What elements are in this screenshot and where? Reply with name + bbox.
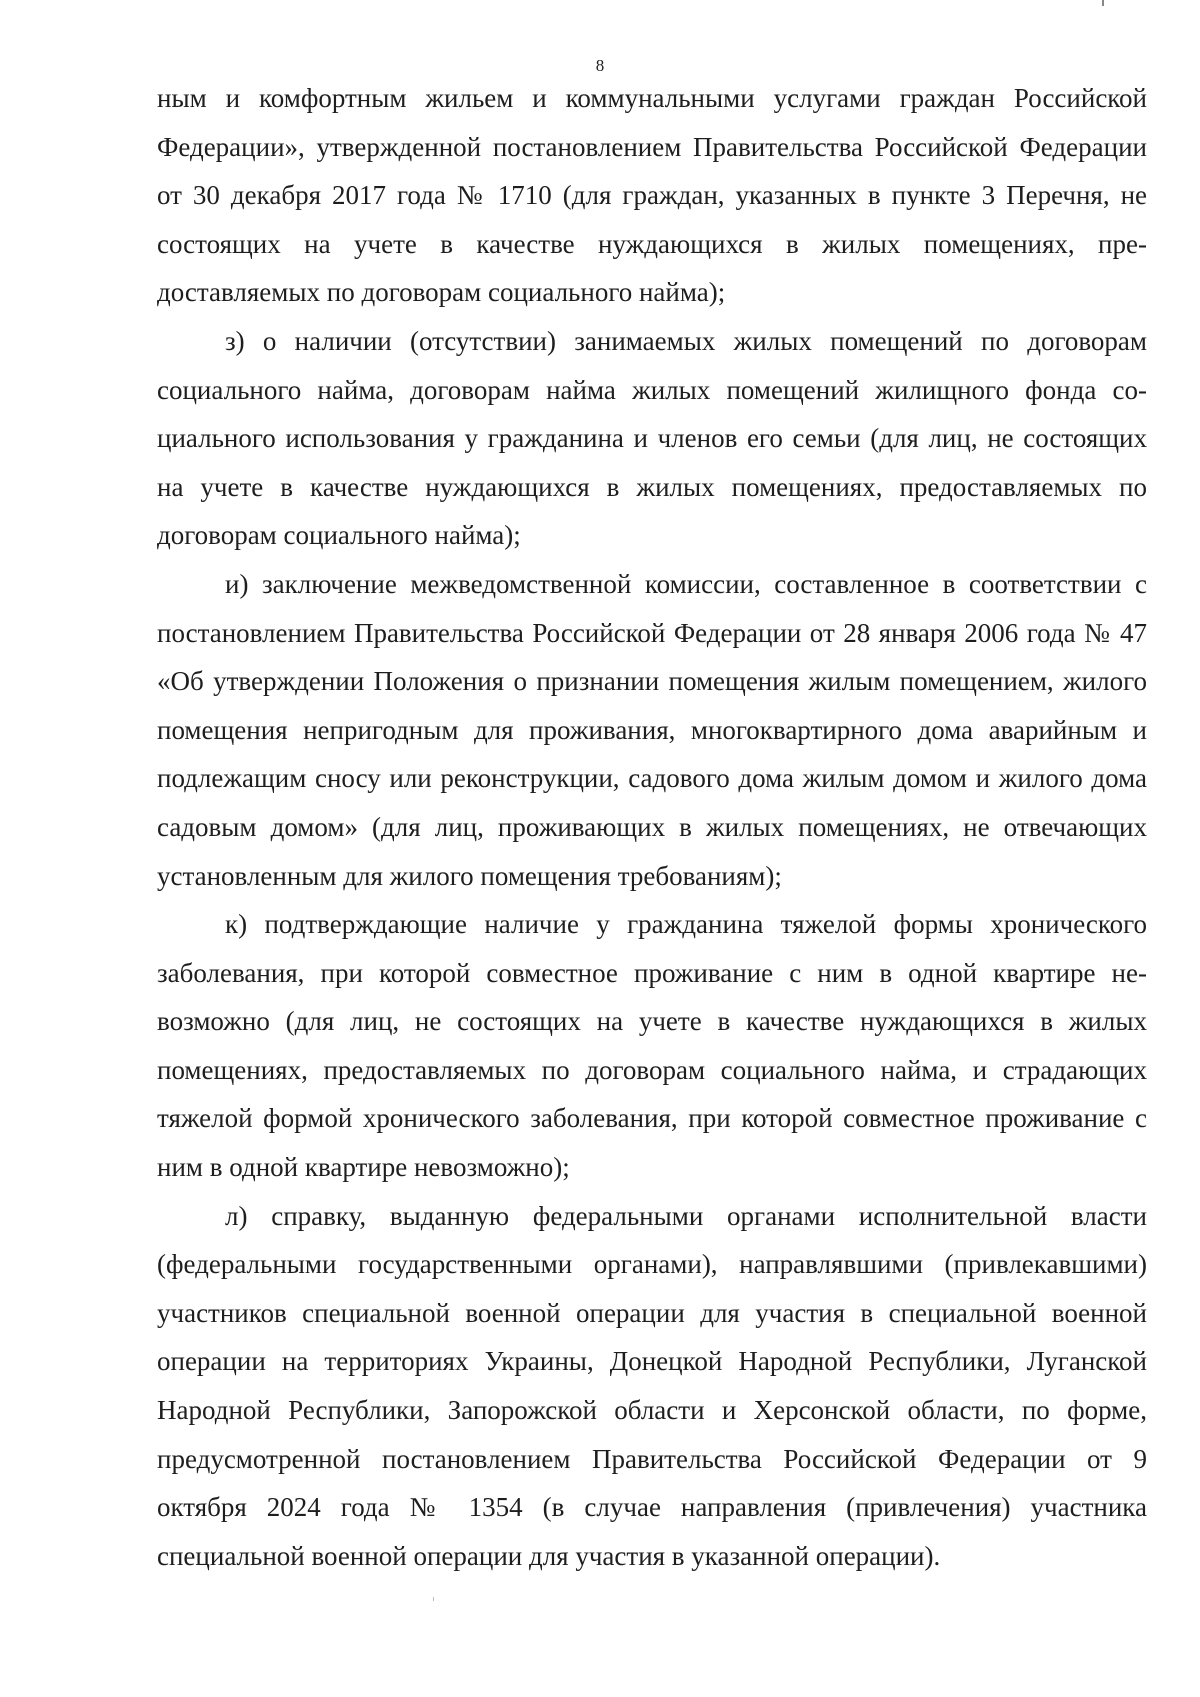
document-body xyxy=(157,74,1147,1580)
paragraph-item-i: и) заключение межведомственной комиссии, составленное в соответствии с постановлением Правительства Российской Федерации от 28 января 2006 года № 47 «Об утверждении Положения о признании помещения жилым помещением, жилого помещения непригодным для проживания, многоквартирного дома аварийным и подлежащим сносу или реконструкции, садового дома жилым домом и жилого дома садовым домом» (для лиц, проживающих в жилых помещениях, не отвечающих установленным для жилого помещения требованиям); xyxy=(157,568,1147,891)
paragraph-item-z: з) о наличии (отсутствии) занимаемых жилых помещений по договорам социального найма, договорам найма жилых помещений жилищного фонда социального использования у гражданина и членов его семьи (для лиц, не состоящих на учете в качестве нуждающихся в жилых помещениях, предоставляемых по договорам социального найма); xyxy=(157,325,1147,551)
scan-speck xyxy=(433,1597,434,1601)
paragraph-item-l: л) справку, выданную федеральными органами исполнительной власти (федеральными государственными органами), направлявшими (привлекавшими) участников специальной военной операции для участия в специальной военной операции на территориях Украины, Донецкой Народной Республики, Луганской Народной Республики, Запорожской области и Херсонской области, по форме, предусмотренной постановлением Правительства Российской Федерации от 9 октября 2024 года № 1354 (в случае направления (привлечения) участника специальной военной операции для участия в указанной операции). xyxy=(157,1200,1147,1571)
page-number: 8 xyxy=(595,56,605,75)
paragraph-item-k: к) подтверждающие наличие у гражданина тяжелой формы хронического заболевания, при которой совместное проживание с ним в одной квартире невозможно (для лиц, не состоящих на учете в качестве нуждающихся в жилых помещениях, предоставляемых по договорам социального найма, и страдающих тяжелой формой хронического заболевания, при которой совместное проживание с ним в одной квартире невозможно); xyxy=(157,909,1147,1183)
paragraph-continuation: ным и комфортным жильем и коммунальными услугами граждан Российской Федерации», утвержденной постановлением Правительства Российской Федерации от 30 декабря 2017 года № 1710 (для граждан, указанных в пункте 3 Перечня, не состоящих на учете в качестве нуждающихся в жилых помещениях, предоставляемых по договорам социального найма); xyxy=(157,83,1147,308)
corner-mark xyxy=(1102,0,1104,6)
